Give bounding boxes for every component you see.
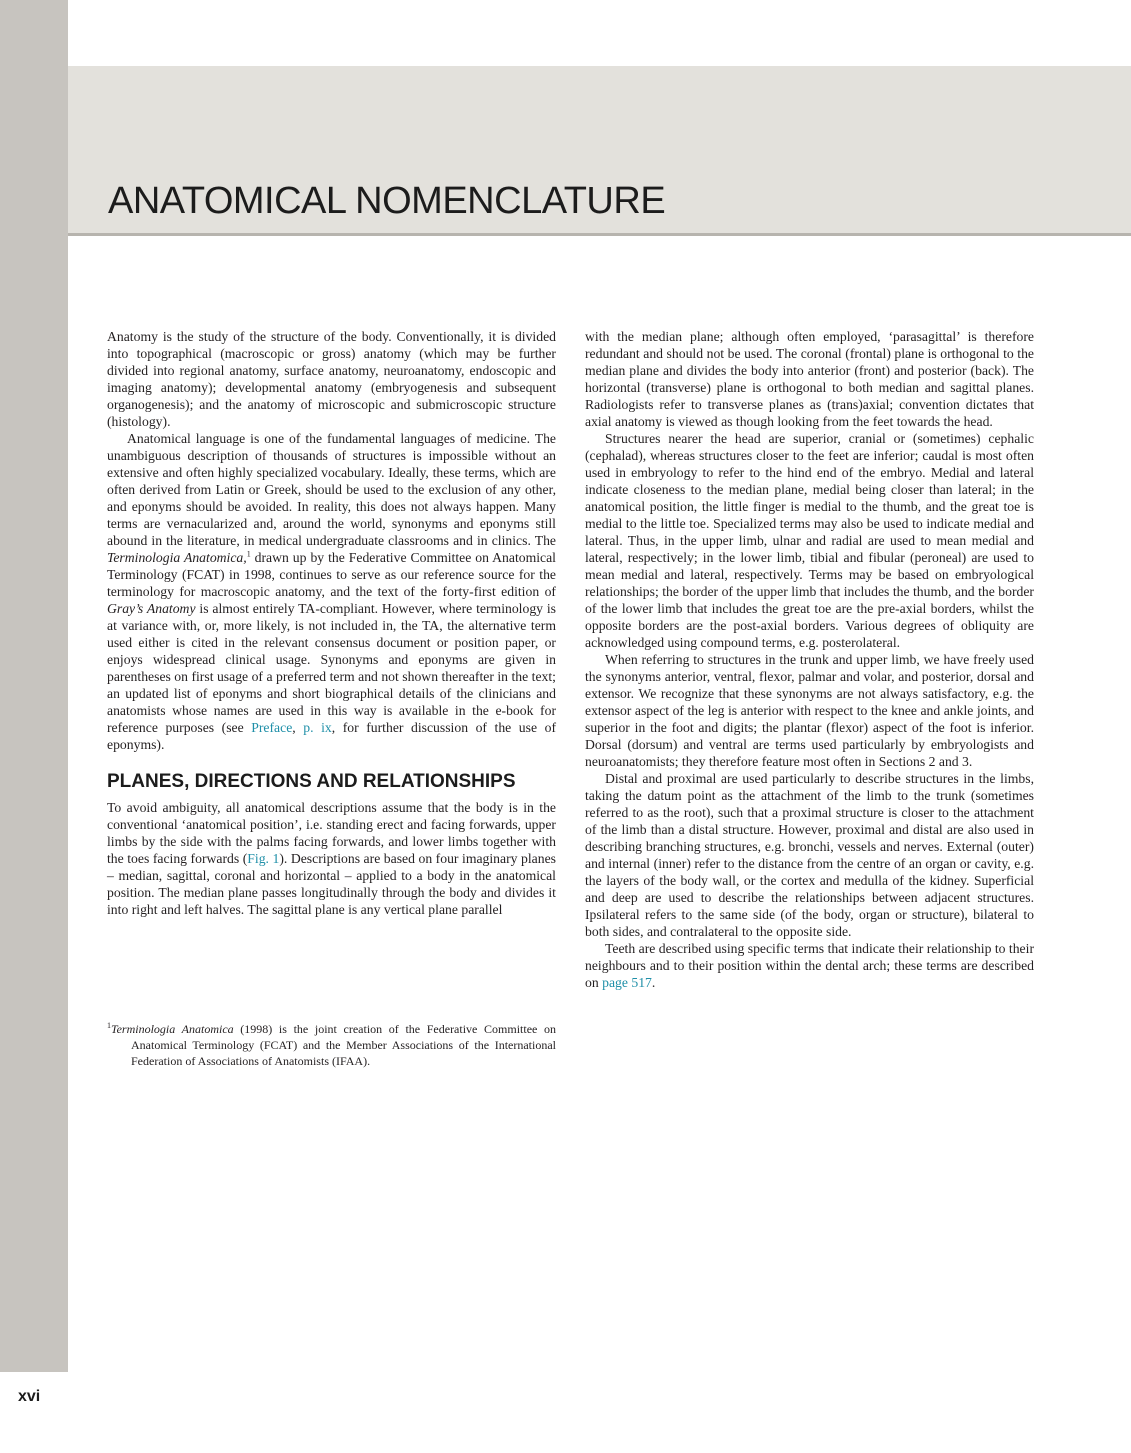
text-run: . [651, 975, 656, 990]
footnote [107, 1021, 556, 1069]
side-margin-bar [0, 0, 68, 1372]
directions-paragraph: Structures nearer the head are superior, cranial or (sometimes) cephalic (cephalad), whereas structures closer to the feet are inferior; caudal is most often used in embryology to refer to the hind end of the embryo. Medial and lateral indicate closeness to the median plane, medial being closer than lateral; in the anatomical position, the little finger is medial to the thumb, and the great toe is medial to the little toe. Specialized terms may also be used to indicate medial and lateral. Thus, in the upper limb, ulnar and radial are used to mean medial and lateral, respectively; in the lower limb, tibial and fibular (peroneal) are used to mean medial and lateral, respectively. Terms may be based on embryological relationships; the border of the upper limb that includes the thumb, and the border of the lower limb that includes the great toe are the pre-axial borders, whilst the opposite borders are the post-axial borders. Various degrees of obliquity are acknowledged using compound terms, e.g. posterolateral. [585, 431, 1034, 650]
proximal-distal-paragraph: Distal and proximal are used particularly to describe structures in the limbs, taking the datum point as the attachment of the limb to the trunk (sometimes referred to as the root), such that a proximal structure is closer to the attachment of the limb than a distal structure. However, proximal and distal are also used in describing branching structures, e.g. bronchi, vessels and nerves. External (outer) and internal (inner) refer to the distance from the centre of an organ or cavity, e.g. the layers of the body wall, or the cortex and medulla of the kidney. Superficial and deep are used to describe the relationships between adjacent structures. Ipsilateral refers to the same side (of the body, organ or structure), bilateral to both sides, and contralateral to the opposite side. [585, 771, 1034, 939]
terminologia-anatomica-title: Terminologia Anatomica, [107, 550, 247, 565]
page-ix-link[interactable]: p. ix [303, 720, 332, 735]
text-run: , for further discussion of the use of eponyms). [107, 720, 557, 752]
intro-paragraph: Anatomy is the study of the structure of the body. Conventionally, it is divided into topographical (macroscopic or gross) anatomy (which may be further divided into regional anatomy, surface anatomy, neuroanatomy, endoscopic and imaging anatomy); developmental anatomy (embryogenesis and subsequent organogenesis); and the anatomy of microscopic and submicroscopic structure (histology). [107, 329, 556, 429]
left-column [107, 328, 556, 918]
header-divider [68, 233, 1131, 236]
grays-anatomy-title: Gray’s Anatomy [107, 601, 196, 616]
text-run: To avoid ambiguity, all anatomical descriptions assume that the body is in the conventional ‘anatomical position’, i.e. standing erect and facing forwards, upper limbs by the side with the palms facing forwards, and lower limbs together with the toes facing forwards ( [107, 800, 556, 866]
fig-1-link[interactable]: Fig. 1 [247, 851, 280, 866]
text-run: ). Descriptions are based on four imaginary planes – median, sagittal, coronal and horizontal – applied to a body in the anatomical position. The median plane passes longitudinally through the body and divides it into right and left halves. The sagittal plane is any vertical plane parallel [107, 851, 556, 917]
footnote-title: Terminologia Anatomica [111, 1022, 234, 1036]
page-517-link[interactable]: page 517 [602, 975, 652, 990]
terminology-paragraph [107, 430, 556, 753]
planes-paragraph: with the median plane; although often employed, ‘parasagittal’ is therefore redundant and should not be used. The coronal (frontal) plane is orthogonal to the median plane and divides the body into anterior (front) and posterior (back). The horizontal (transverse) plane is orthogonal to both median and sagittal planes. Radiologists refer to transverse planes as (trans)axial; convention dictates that axial anatomy is viewed as though looking from the feet towards the head. [585, 329, 1034, 429]
text-run: Teeth are described using specific terms that indicate their relationship to their neighbours and to their position within the dental arch; these terms are described on [585, 941, 1034, 990]
right-column [585, 328, 1034, 991]
footnote-text: (1998) is the joint creation of the Federative Committee on Anatomical Terminology (FCAT) and the Member Associations of the International Federation of Associations of Anatomists (IFAA). [131, 1022, 556, 1068]
page-number: xvi [18, 1388, 41, 1405]
preface-link[interactable]: Preface [251, 720, 293, 735]
text-run: drawn up by the Federative Committee on Anatomical Terminology (FCAT) in 1998, continues to serve as our reference source for the terminology for macroscopic anatomy, and the text of the forty-first edition of [107, 550, 556, 599]
synonyms-paragraph: When referring to structures in the trunk and upper limb, we have freely used the synonyms anterior, ventral, flexor, palmar and volar, and posterior, dorsal and extensor. We recognize that these synonyms are not always satisfactory, e.g. the extensor aspect of the leg is anterior with respect to the knee and ankle joints, and superior in the foot and digits; the plantar (flexor) aspect of the foot is inferior. Dorsal (dorsum) and ventral are terms used particularly by embryologists and neuroanatomists; they therefore feature most often in Sections 2 and 3. [585, 652, 1034, 769]
text-run: is almost entirely TA-compliant. However, where terminology is at variance with, or, more likely, is not included in, the TA, the alternative term used either is cited in the relevant consensus document or position paper, or enjoys widespread clinical usage. Synonyms and eponyms are given in parentheses on first usage of a preferred term and not shown thereafter in the text; an updated list of eponyms and short biographical details of the clinicians and anatomists whose names are used in this way is available in the e-book for reference purposes (see [107, 601, 557, 735]
text-run: Anatomical language is one of the fundamental languages of medicine. The unambiguous description of thousands of structures is impossible without an extensive and often highly specialized vocabulary. Ideally, these terms, which are often derived from Latin or Greek, should be used to the exclusion of any other, and eponyms should be avoided. In reality, this does not always happen. Many terms are vernacularized and, around the world, synonyms and eponyms still abound in the literature, in medical undergraduate classrooms and in clinics. The [107, 431, 556, 548]
footnote-number: 1 [107, 1021, 111, 1030]
footnote-marker[interactable]: 1 [246, 549, 251, 559]
text-run: , [292, 720, 304, 735]
section-heading: PLANES, DIRECTIONS AND RELATIONSHIPS [107, 771, 516, 792]
teeth-paragraph [585, 940, 1034, 991]
chapter-title: ANATOMICAL NOMENCLATURE [108, 180, 666, 222]
anatomical-position-paragraph [107, 799, 556, 918]
